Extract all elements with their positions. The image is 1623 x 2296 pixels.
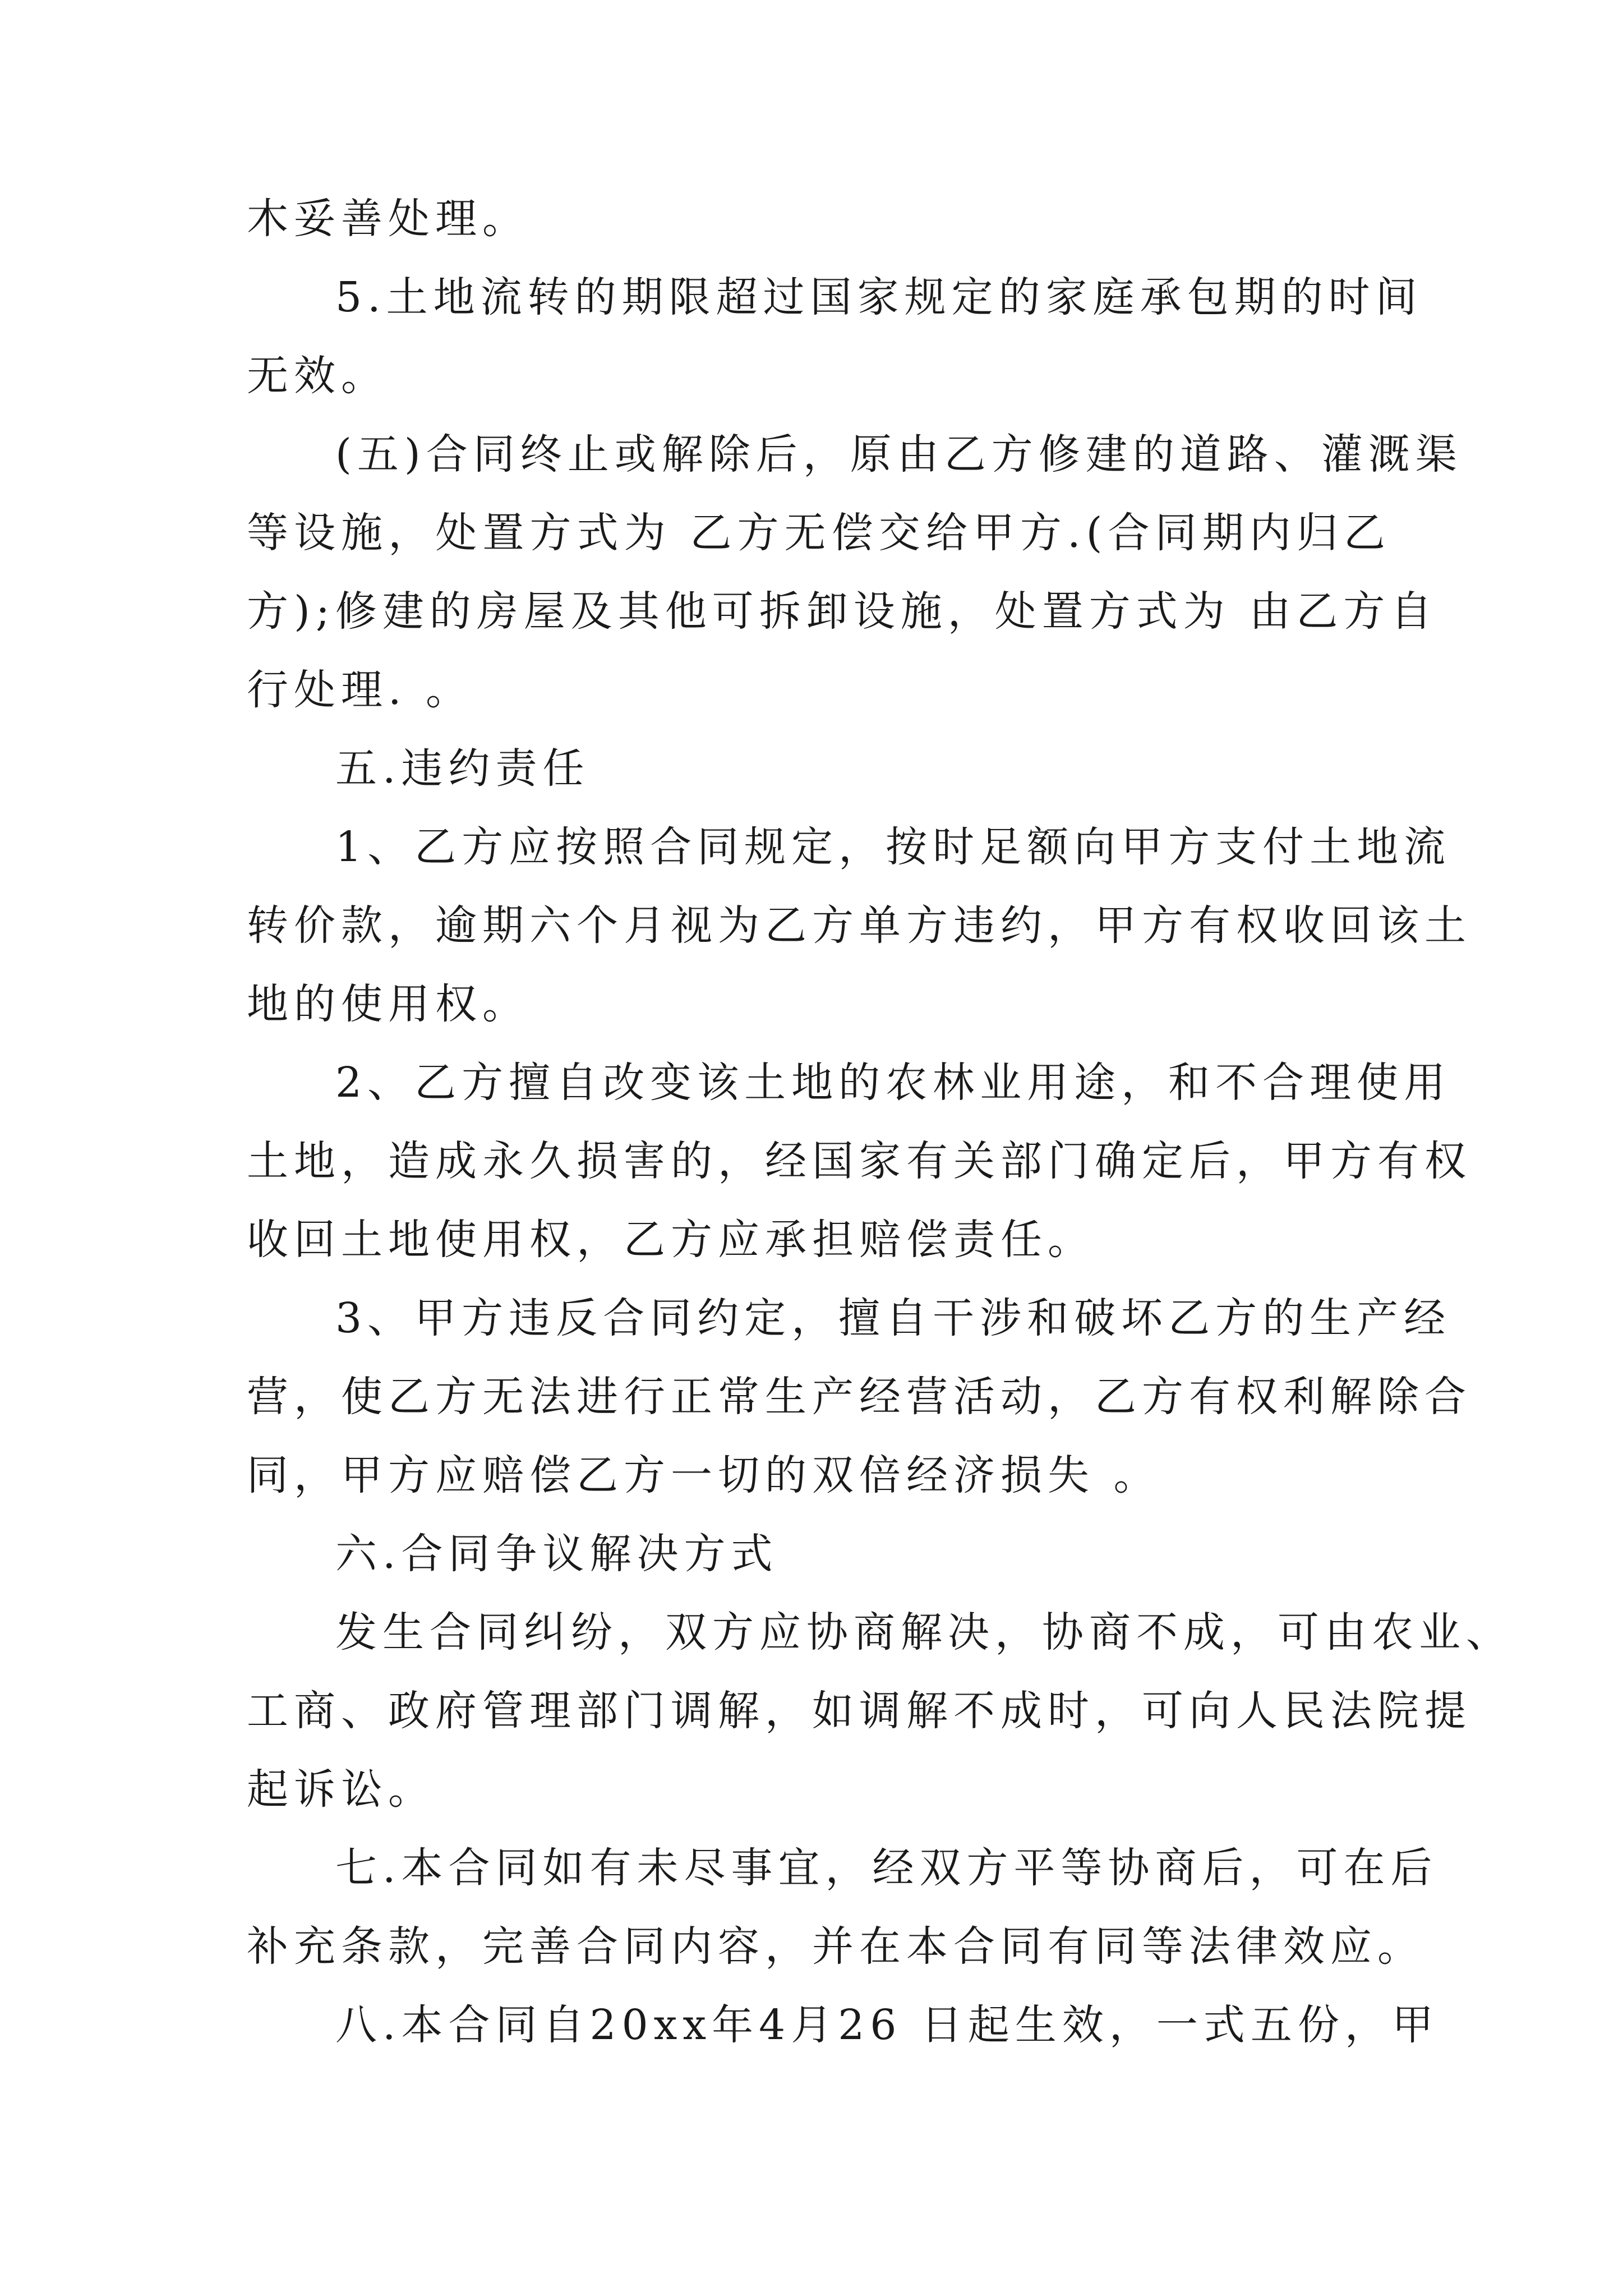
text-line: 行处理. 。 [247,666,473,714]
text-line: 营，使乙方无法进行正常生产经营活动，乙方有权利解除合 [247,1373,1472,1421]
text-line: 5.土地流转的期限超过国家规定的家庭承包期的时间 [335,273,1423,321]
text-line: 土地，造成永久损害的，经国家有关部门确定后，甲方有权 [247,1137,1472,1185]
text-line: 转价款，逾期六个月视为乙方单方违约，甲方有权收回该土 [247,901,1472,950]
text-line: 发生合同纠纷，双方应协商解决，协商不成，可由农业、 [335,1608,1513,1657]
text-line: 无效。 [247,352,388,400]
text-line: 七.本合同如有未尽事宜，经双方平等协商后，可在后 [335,1844,1438,1892]
text-line: 地的使用权。 [247,980,529,1028]
text-line: 1、乙方应按照合同规定，按时足额向甲方支付土地流 [335,823,1451,871]
section-heading: 六.合同争议解决方式 [335,1530,778,1578]
text-line: 木妥善处理。 [247,195,529,243]
text-line: 同，甲方应赔偿乙方一切的双倍经济损失 。 [247,1451,1161,1499]
text-line: 补充条款，完善合同内容，并在本合同有同等法律效应。 [247,1922,1424,1971]
text-line: 3、甲方违反合同约定，擅自干涉和破坏乙方的生产经 [335,1294,1451,1342]
text-line: 起诉讼。 [247,1765,435,1814]
text-line: 工商、政府管理部门调解，如调解不成时，可向人民法院提 [247,1687,1472,1735]
text-line: 2、乙方擅自改变该土地的农林业用途，和不合理使用 [335,1059,1451,1107]
text-line: 等设施，处置方式为 乙方无偿交给甲方.(合同期内归乙 [247,509,1391,557]
text-line: 方);修建的房屋及其他可拆卸设施，处置方式为 由乙方自 [247,587,1438,636]
text-line: (五)合同终止或解除后，原由乙方修建的道路、灌溉渠 [335,430,1463,478]
section-heading: 五.违约责任 [335,744,590,793]
text-line: 八.本合同自20xx年4月26 日起生效，一式五份，甲 [335,2001,1439,2049]
text-line: 收回土地使用权，乙方应承担赔偿责任。 [247,1216,1095,1264]
